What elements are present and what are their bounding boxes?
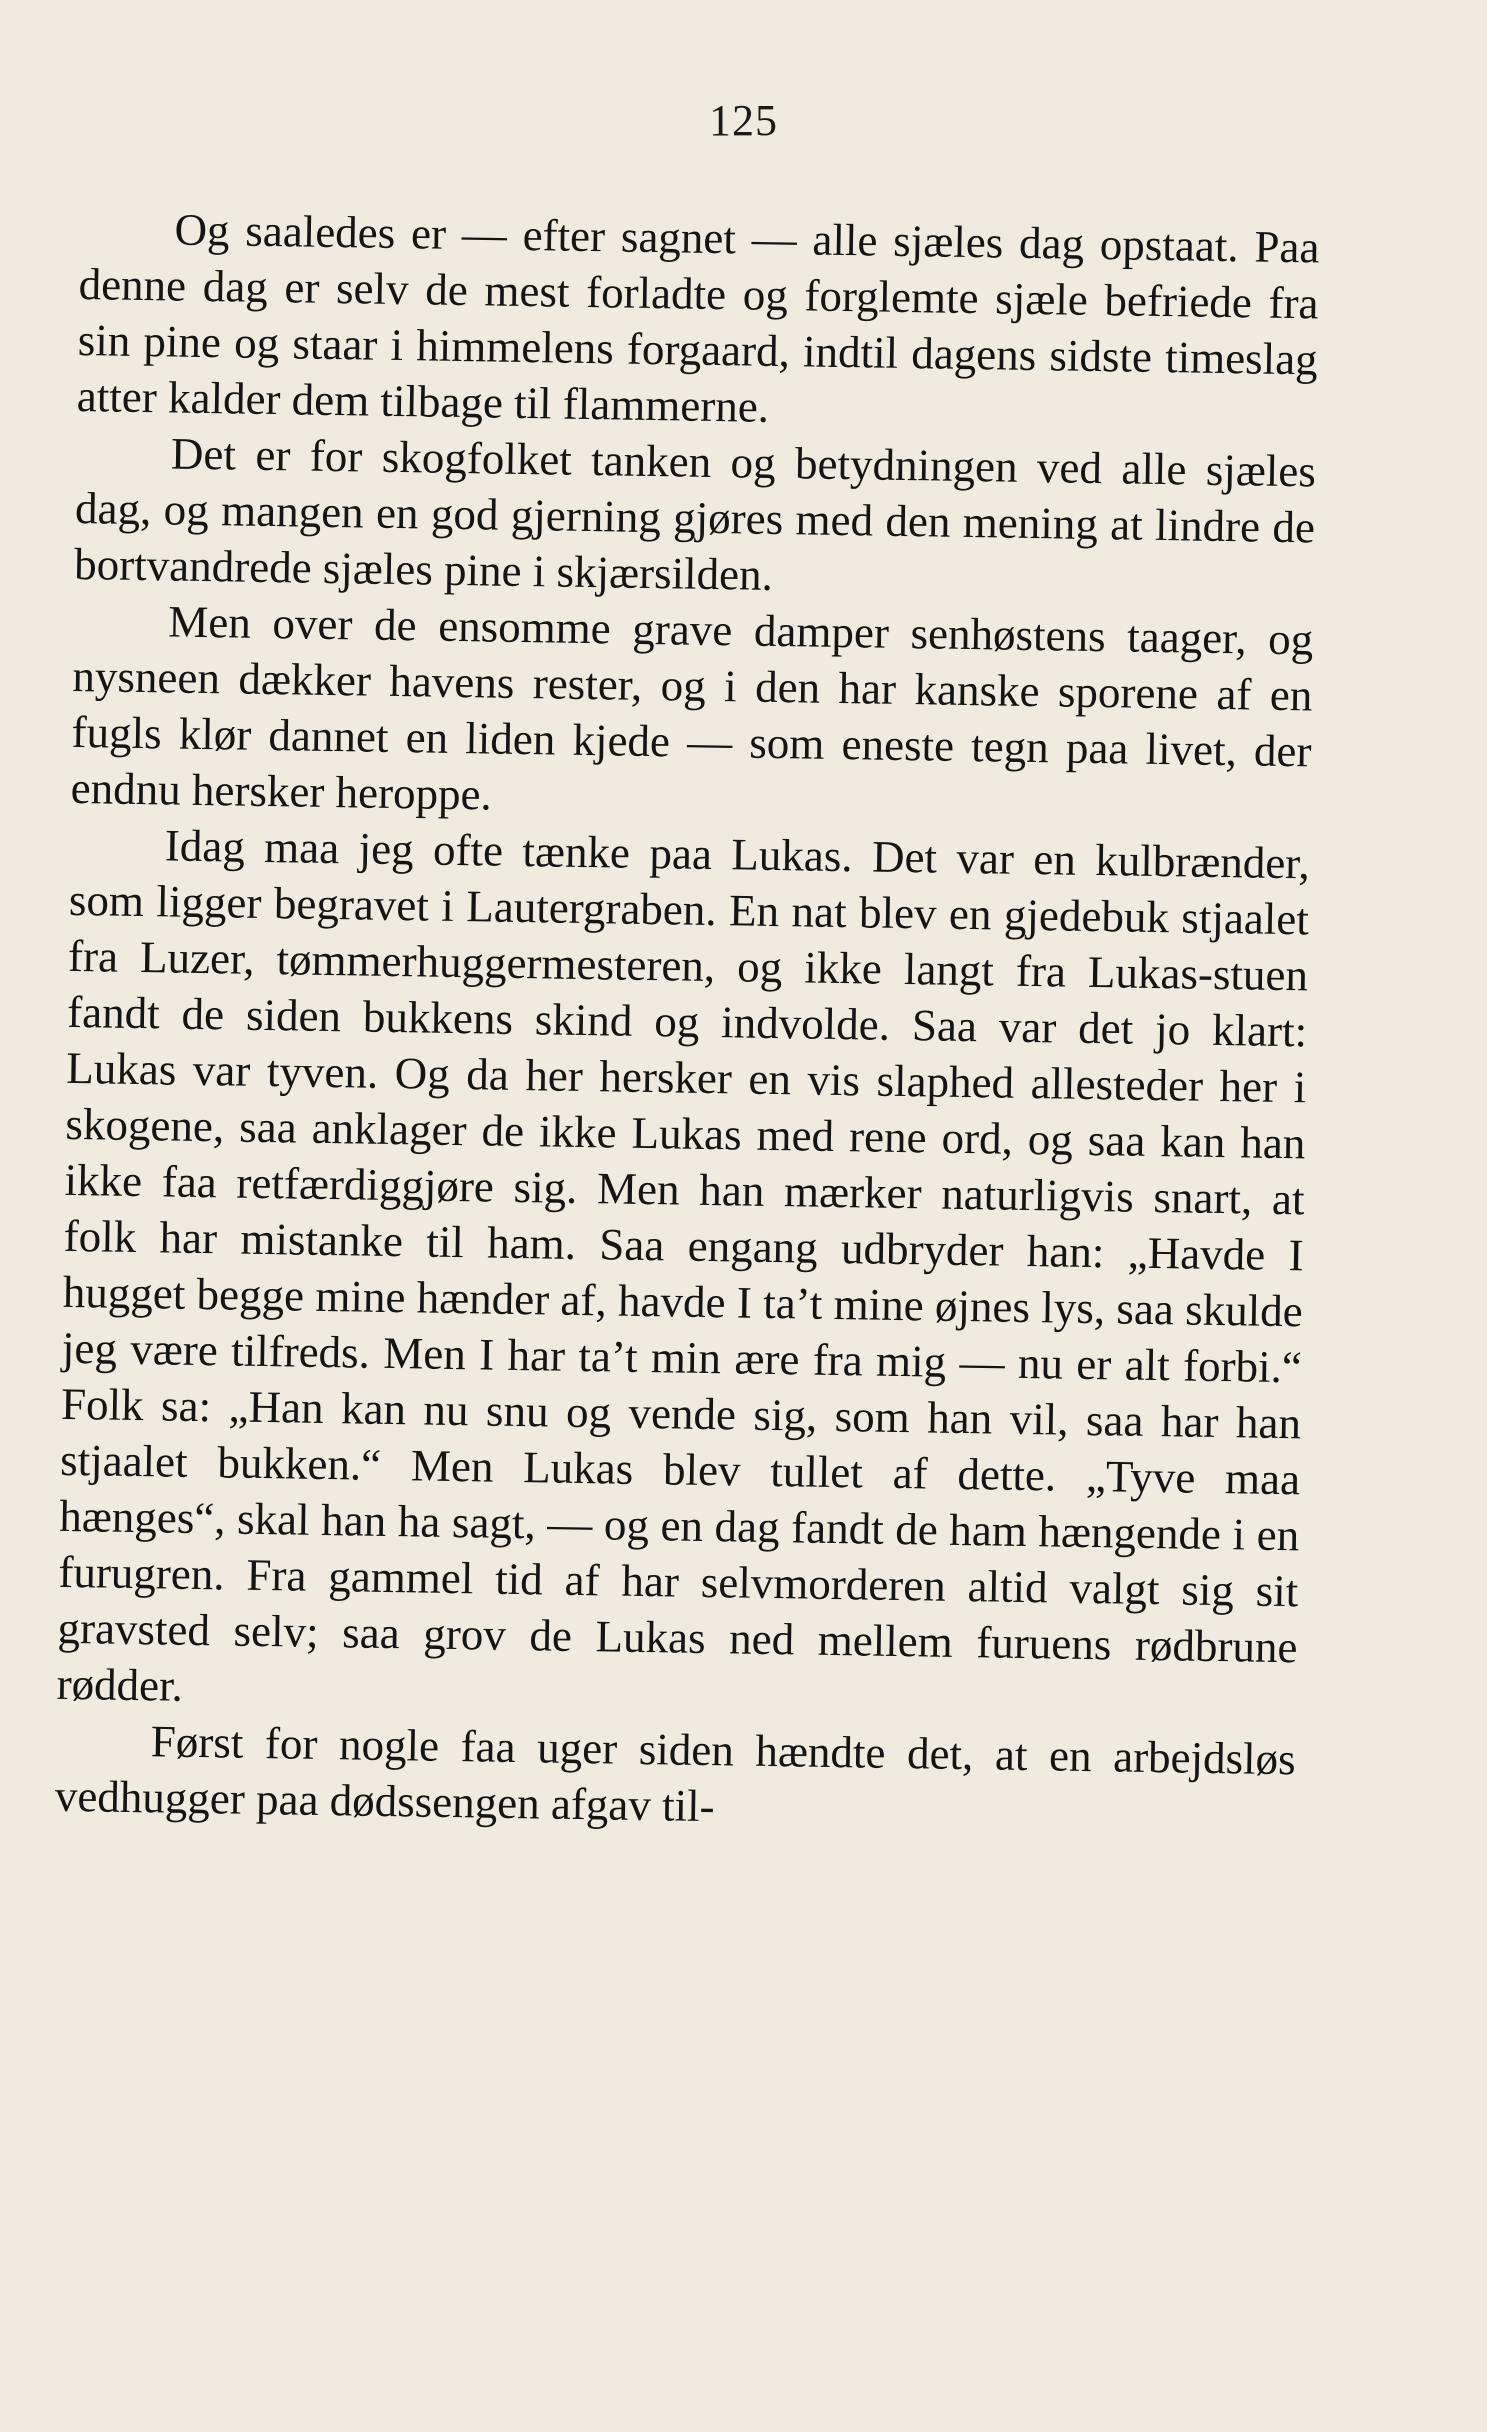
- paragraph-1: Og saaledes er — efter sagnet — alle sjæles dag opstaat. Paa denne dag er selv de mest forladte og forglemte sjæle befriede fra sin pine og staar i himmelens forgaard, indtil dagens sidste timeslag atter kalder dem tilbage til flammerne.: [76, 204, 1320, 432]
- body-text: [54, 200, 1319, 1843]
- paragraph-2: Det er for skogfolket tanken og betydningen ved alle sjæles dag, og mangen en god gjerning gjøres med den mening at lindre de bortvandrede sjæles pine i skjærsilden.: [73, 428, 1317, 600]
- paragraph-5: Først for nogle faa uger siden hændte det, at en arbejdsløs vedhugger paa dødssengen afgav til-: [54, 1716, 1297, 1832]
- paragraph-3: Men over de ensomme grave damper senhøstens taager, og nysneen dækker havens rester, og i den har kanske sporene af en fugls klør dannet en liden kjede — som eneste tegn paa livet, der endnu hersker heroppe.: [70, 596, 1314, 820]
- page-number: 125: [709, 96, 778, 145]
- paragraph-4: Idag maa jeg ofte tænke paa Lukas. Det var en kulbrænder, som ligger begravet i Lautergraben. En nat blev en gjedebuk stjaalet fra Luzer, tømmerhuggermesteren, og ikke langt fra Lukas-stuen fandt de siden bukkens skind og indvolde. Saa var det jo klart: Lukas var tyven. Og da her hersker en vis slaphed allesteder her i skogene, saa anklager de ikke Lukas med rene ord, og saa kan han ikke faa retfærdiggjøre sig. Men han mærker naturligvis snart, at folk har mistanke til ham. Saa engang udbryder han: „Havde I hugget begge mine hænder af, havde I ta’t mine øjnes lys, saa skulde jeg være tilfreds. Men I har ta’t min ære fra mig — nu er alt forbi.“ Folk sa: „Han kan nu snu og vende sig, som han vil, saa har han stjaalet bukken.“ Men Lukas blev tullet af dette. „Tyve maa hænges“, skal han ha sagt, — og en dag fandt de ham hængende i en furugren. Fra gammel tid af har selvmorderen altid valgt sig sit gravsted selv; saa grov de Lukas ned mellem furuens rødbrune rødder.: [56, 820, 1311, 1711]
